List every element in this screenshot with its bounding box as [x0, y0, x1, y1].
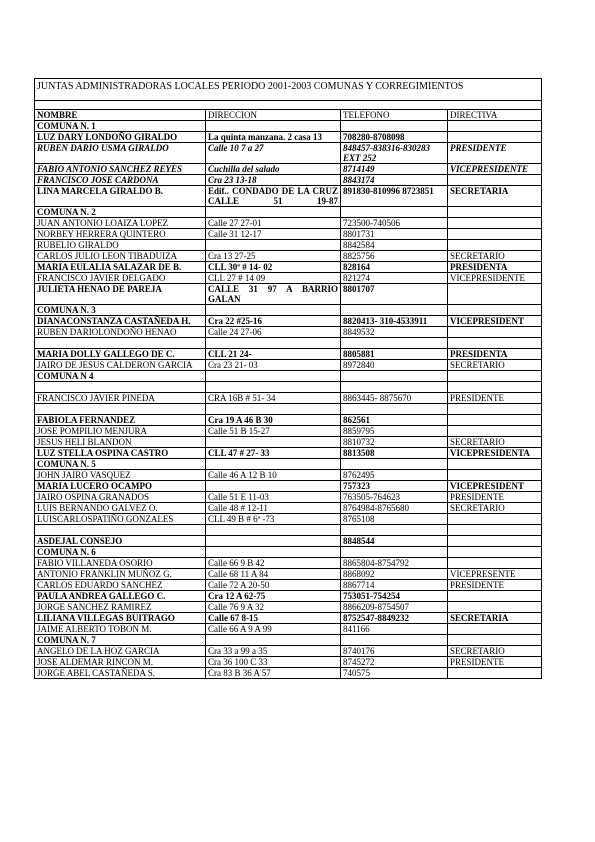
name-cell: LUISCARLOSPATIÑO GONZALES — [35, 514, 206, 525]
role-cell: VICEPRESIDENTE — [448, 273, 542, 284]
address-cell: CLL 30ª # 14- 02 — [206, 262, 341, 273]
address-cell — [206, 635, 341, 646]
table-row — [35, 175, 542, 186]
table-row — [35, 657, 542, 668]
role-cell: VICEPRESIDENTA — [448, 448, 542, 459]
table-row — [35, 481, 542, 492]
address-cell: Cra 19 A 46 B 30 — [206, 415, 341, 426]
role-cell — [448, 121, 542, 132]
table-row — [35, 273, 542, 284]
role-cell — [448, 207, 542, 218]
name-cell: ANTONIO FRANKLIN MUÑOZ G. — [35, 569, 206, 580]
name-cell: LUIS BERNANDO GALVEZ O. — [35, 503, 206, 514]
table-row — [35, 371, 542, 382]
name-cell: RUBEN DARIO USMA GIRALDO — [35, 143, 206, 164]
role-cell — [448, 459, 542, 470]
name-cell: FRANCISCO JAVIER PINEDA — [35, 393, 206, 404]
role-cell: VICEPRESIDENTE — [448, 164, 542, 175]
address-cell: Calle 68 11 A 84 — [206, 569, 341, 580]
role-cell — [448, 415, 542, 426]
address-cell — [206, 437, 341, 448]
address-cell — [206, 525, 341, 536]
table-row — [35, 569, 542, 580]
address-cell: Cuchilla del salado — [206, 164, 341, 175]
name-cell: JOSE POMPILIO MENJURA — [35, 426, 206, 437]
phone-cell: 763505-764623 — [341, 492, 448, 503]
address-cell — [206, 382, 341, 393]
address-cell — [206, 404, 341, 415]
role-cell: VICEPRESIDENT — [448, 316, 542, 327]
role-cell: SECRETARIO — [448, 437, 542, 448]
role-cell — [448, 426, 542, 437]
table-row — [35, 251, 542, 262]
name-cell: JORGE SANCHEZ RAMIREZ — [35, 602, 206, 613]
phone-cell — [341, 382, 448, 393]
phone-cell: 8820413- 310-4533911 — [341, 316, 448, 327]
phone-cell — [341, 371, 448, 382]
address-cell: Calle 67 8-15 — [206, 613, 341, 624]
address-cell — [206, 240, 341, 251]
role-cell: PRESIDENTA — [448, 262, 542, 273]
header-telefono: TELEFONO — [341, 110, 448, 121]
role-cell — [448, 240, 542, 251]
table-row — [35, 316, 542, 327]
name-cell: MARIA EULALIA SALAZAR DE B. — [35, 262, 206, 273]
table-row — [35, 426, 542, 437]
title-row — [35, 79, 542, 101]
name-cell: LINA MARCELA GIRALDO B. — [35, 186, 206, 207]
role-cell — [448, 371, 542, 382]
name-cell: CARLOS EDUARDO SANCHEZ — [35, 580, 206, 591]
name-cell: FABIO VILLANEDA OSORIO — [35, 558, 206, 569]
phone-cell — [341, 305, 448, 316]
phone-cell: 8825756 — [341, 251, 448, 262]
table-row — [35, 382, 542, 393]
phone-cell: 708280-8708098 — [341, 132, 448, 143]
phone-cell: 757323 — [341, 481, 448, 492]
table-row — [35, 240, 542, 251]
table-row — [35, 404, 542, 415]
header-nombre: NOMBRE — [35, 110, 206, 121]
role-cell — [448, 470, 542, 481]
role-cell: PRESIDENTE — [448, 492, 542, 503]
address-cell: CLL 49 B # 6ª -73 — [206, 514, 341, 525]
name-cell — [35, 404, 206, 415]
address-cell: Calle 48 # 12-11 — [206, 503, 341, 514]
name-cell: JAIME ALBERTO TOBON M. — [35, 624, 206, 635]
name-cell: COMUNA N. 2 — [35, 207, 206, 218]
address-cell: CRA 16B # 51- 34 — [206, 393, 341, 404]
address-cell: Cra 33 a 99 a 35 — [206, 646, 341, 657]
table-row — [35, 580, 542, 591]
table-row — [35, 132, 542, 143]
table-row — [35, 492, 542, 503]
header-row — [35, 110, 542, 121]
name-cell: FRANCISCO JAVIER DELGADO — [35, 273, 206, 284]
role-cell: SECRETARIA — [448, 186, 542, 207]
phone-cell — [341, 338, 448, 349]
role-cell — [448, 558, 542, 569]
address-cell — [206, 459, 341, 470]
phone-cell — [341, 547, 448, 558]
table-row — [35, 305, 542, 316]
phone-cell: 8842584 — [341, 240, 448, 251]
address-cell: Calle 31 12-17 — [206, 229, 341, 240]
address-cell: La quinta manzana. 2 casa 13 — [206, 132, 341, 143]
table-row — [35, 415, 542, 426]
role-cell: PRESIDENTE — [448, 657, 542, 668]
name-cell — [35, 338, 206, 349]
table-row — [35, 635, 542, 646]
table-row — [35, 624, 542, 635]
table-row — [35, 327, 542, 338]
phone-cell: 8867714 — [341, 580, 448, 591]
phone-cell: 8859795 — [341, 426, 448, 437]
role-cell — [448, 514, 542, 525]
role-cell — [448, 218, 542, 229]
address-cell — [206, 338, 341, 349]
name-cell — [35, 382, 206, 393]
table-row — [35, 164, 542, 175]
name-cell: LUZ DARY LONDOÑO GIRALDO — [35, 132, 206, 143]
role-cell — [448, 338, 542, 349]
address-cell: Cra 12 A 62-75 — [206, 591, 341, 602]
phone-cell — [341, 525, 448, 536]
phone-cell: 8972840 — [341, 360, 448, 371]
table-row — [35, 262, 542, 273]
table-row — [35, 360, 542, 371]
address-cell: Cra 22 #25-16 — [206, 316, 341, 327]
table-row — [35, 525, 542, 536]
role-cell — [448, 404, 542, 415]
address-cell: CLL 21 24- — [206, 349, 341, 360]
role-cell — [448, 327, 542, 338]
phone-cell: 8714149 — [341, 164, 448, 175]
name-cell: LILIANA VILLEGAS BUITRAGO — [35, 613, 206, 624]
phone-cell — [341, 207, 448, 218]
role-cell — [448, 305, 542, 316]
phone-cell: 8801707 — [341, 284, 448, 305]
phone-cell: 848457-838316-830283 EXT 252 — [341, 143, 448, 164]
name-cell: DIANACONSTANZA CASTAÑEDA H. — [35, 316, 206, 327]
juntas-table — [34, 78, 542, 679]
role-cell: PRESIDENTA — [448, 349, 542, 360]
name-cell: FABIO ANTONIO SANCHEZ REYES — [35, 164, 206, 175]
name-cell — [35, 525, 206, 536]
address-cell: Cra 23 13-18 — [206, 175, 341, 186]
role-cell: SECRETARIO — [448, 360, 542, 371]
table-row — [35, 547, 542, 558]
phone-cell: 8745272 — [341, 657, 448, 668]
address-cell: CALLE 31 97 A BARRIO GALAN — [206, 284, 341, 305]
address-cell — [206, 207, 341, 218]
name-cell: JOSE ALDEMAR RINCON M. — [35, 657, 206, 668]
header-direccion: DIRECCION — [206, 110, 341, 121]
table-row — [35, 448, 542, 459]
address-cell: Calle 66 9 B 42 — [206, 558, 341, 569]
header-directiva: DIRECTIVA — [448, 110, 542, 121]
phone-cell: 8764984-8765680 — [341, 503, 448, 514]
phone-cell: 841166 — [341, 624, 448, 635]
role-cell: SECRETARIO — [448, 251, 542, 262]
phone-cell: 740575 — [341, 668, 448, 679]
address-cell — [206, 481, 341, 492]
table-row — [35, 229, 542, 240]
role-cell: PRESIDENTE — [448, 393, 542, 404]
name-cell: JAIRO DE JESUS CALDERON GARCIA — [35, 360, 206, 371]
role-cell: PRESIDENTE — [448, 143, 542, 164]
role-cell: VICEPRESENTE — [448, 569, 542, 580]
phone-cell: 8810732 — [341, 437, 448, 448]
address-cell: CLL 47 # 27- 33 — [206, 448, 341, 459]
name-cell: COMUNA N 4 — [35, 371, 206, 382]
table-row — [35, 514, 542, 525]
phone-cell: 821274 — [341, 273, 448, 284]
table-row — [35, 349, 542, 360]
phone-cell: 8801731 — [341, 229, 448, 240]
name-cell: LUZ STELLA OSPINA CASTRO — [35, 448, 206, 459]
name-cell: JUAN ANTONIO LOAIZA LOPEZ — [35, 218, 206, 229]
role-cell — [448, 547, 542, 558]
table-row — [35, 591, 542, 602]
table-row — [35, 284, 542, 305]
name-cell: CARLOS JULIO LEON TIBADUIZA — [35, 251, 206, 262]
name-cell: JULIETA HENAO DE PAREJA — [35, 284, 206, 305]
address-cell: Calle 10 7 a 27 — [206, 143, 341, 164]
name-cell: FABIOLA FERNANDEZ — [35, 415, 206, 426]
table-row — [35, 121, 542, 132]
name-cell: ANGELO DE LA HOZ GARCIA — [35, 646, 206, 657]
address-cell: Edif.. CONDADO DE LA CRUZ CALLE 51 19-87 — [206, 186, 341, 207]
role-cell — [448, 229, 542, 240]
address-cell — [206, 547, 341, 558]
name-cell: FRANCISCO JOSE CARDONA — [35, 175, 206, 186]
phone-cell: 753051-754254 — [341, 591, 448, 602]
name-cell: JAIRO OSPINA GRANADOS — [35, 492, 206, 503]
address-cell: Calle 27 27-01 — [206, 218, 341, 229]
role-cell — [448, 284, 542, 305]
phone-cell: 862561 — [341, 415, 448, 426]
table-row — [35, 613, 542, 624]
role-cell — [448, 536, 542, 547]
page-title: JUNTAS ADMINISTRADORAS LOCALES PERIODO 2001-2003 COMUNAS Y CORREGIMIENTOS — [35, 79, 542, 101]
phone-cell: 8762495 — [341, 470, 448, 481]
role-cell — [448, 635, 542, 646]
address-cell: Calle 46 A 12 B 10 — [206, 470, 341, 481]
address-cell — [206, 536, 341, 547]
name-cell: COMUNA N. 5 — [35, 459, 206, 470]
table-row — [35, 646, 542, 657]
phone-cell: 8848544 — [341, 536, 448, 547]
name-cell: PAULA ANDREA GALLEGO C. — [35, 591, 206, 602]
spacer-cell — [35, 101, 542, 110]
address-cell: Cra 13 27-25 — [206, 251, 341, 262]
role-cell — [448, 668, 542, 679]
phone-cell: 8813508 — [341, 448, 448, 459]
name-cell: JORGE ABEL CASTAÑEDA S. — [35, 668, 206, 679]
address-cell — [206, 371, 341, 382]
table-row — [35, 393, 542, 404]
address-cell: Calle 76 9 A 32 — [206, 602, 341, 613]
name-cell: RUBELIO GIRALDO — [35, 240, 206, 251]
phone-cell: 8849532 — [341, 327, 448, 338]
name-cell: NORBEY HERRERA QUINTERO — [35, 229, 206, 240]
name-cell: COMUNA N. 1 — [35, 121, 206, 132]
name-cell: COMUNA N. 6 — [35, 547, 206, 558]
phone-cell: 8740176 — [341, 646, 448, 657]
table-row — [35, 338, 542, 349]
address-cell: Calle 24 27-06 — [206, 327, 341, 338]
table-row — [35, 602, 542, 613]
address-cell: Cra 23 21- 03 — [206, 360, 341, 371]
role-cell: VICEPRESIDENT — [448, 481, 542, 492]
table-row — [35, 668, 542, 679]
name-cell: JOHN JAIRO VASQUEZ — [35, 470, 206, 481]
table-row — [35, 218, 542, 229]
phone-cell: 723500-740506 — [341, 218, 448, 229]
name-cell: ASDEJAL CONSEJO — [35, 536, 206, 547]
role-cell: SECRETARIO — [448, 646, 542, 657]
address-cell: Calle 51 B 15-27 — [206, 426, 341, 437]
name-cell: MARIA LUCERO OCAMPO — [35, 481, 206, 492]
role-cell — [448, 382, 542, 393]
role-cell: SECRETARIA — [448, 613, 542, 624]
address-cell — [206, 121, 341, 132]
role-cell — [448, 602, 542, 613]
phone-cell — [341, 459, 448, 470]
table-row — [35, 186, 542, 207]
phone-cell — [341, 635, 448, 646]
table-row — [35, 558, 542, 569]
address-cell: Calle 72 A 20-50 — [206, 580, 341, 591]
phone-cell: 891830-810996 8723851 — [341, 186, 448, 207]
address-cell: Cra 36 100 C 33 — [206, 657, 341, 668]
role-cell — [448, 525, 542, 536]
address-cell: CLL 27 # 14 09 — [206, 273, 341, 284]
address-cell — [206, 305, 341, 316]
name-cell: COMUNA N. 3 — [35, 305, 206, 316]
role-cell — [448, 175, 542, 186]
table-row — [35, 143, 542, 164]
table-row — [35, 437, 542, 448]
phone-cell: 8865804-8754792 — [341, 558, 448, 569]
phone-cell: 8805881 — [341, 349, 448, 360]
address-cell: Cra 83 B 36 A 57 — [206, 668, 341, 679]
table-row — [35, 459, 542, 470]
phone-cell: 8843174 — [341, 175, 448, 186]
role-cell — [448, 591, 542, 602]
table-row — [35, 470, 542, 481]
phone-cell: 8866209-8754507 — [341, 602, 448, 613]
role-cell — [448, 132, 542, 143]
phone-cell — [341, 121, 448, 132]
role-cell: SECRETARIO — [448, 503, 542, 514]
role-cell: PRESIDENTE — [448, 580, 542, 591]
table-row — [35, 536, 542, 547]
address-cell: Calle 51 E 11-03 — [206, 492, 341, 503]
name-cell: MARIA DOLLY GALLEGO DE C. — [35, 349, 206, 360]
address-cell: Calle 66 A 9 A 99 — [206, 624, 341, 635]
phone-cell: 8765108 — [341, 514, 448, 525]
table-row — [35, 503, 542, 514]
role-cell — [448, 624, 542, 635]
phone-cell: 828164 — [341, 262, 448, 273]
spacer-row — [35, 101, 542, 110]
name-cell: JESUS HELI BLANDON — [35, 437, 206, 448]
phone-cell — [341, 404, 448, 415]
phone-cell: 8863445- 8875670 — [341, 393, 448, 404]
table-row — [35, 207, 542, 218]
phone-cell: 8752547-8849232 — [341, 613, 448, 624]
phone-cell: 8868092 — [341, 569, 448, 580]
name-cell: RUBEN DARIOLONDOÑO HENAO — [35, 327, 206, 338]
name-cell: COMUNA N. 7 — [35, 635, 206, 646]
